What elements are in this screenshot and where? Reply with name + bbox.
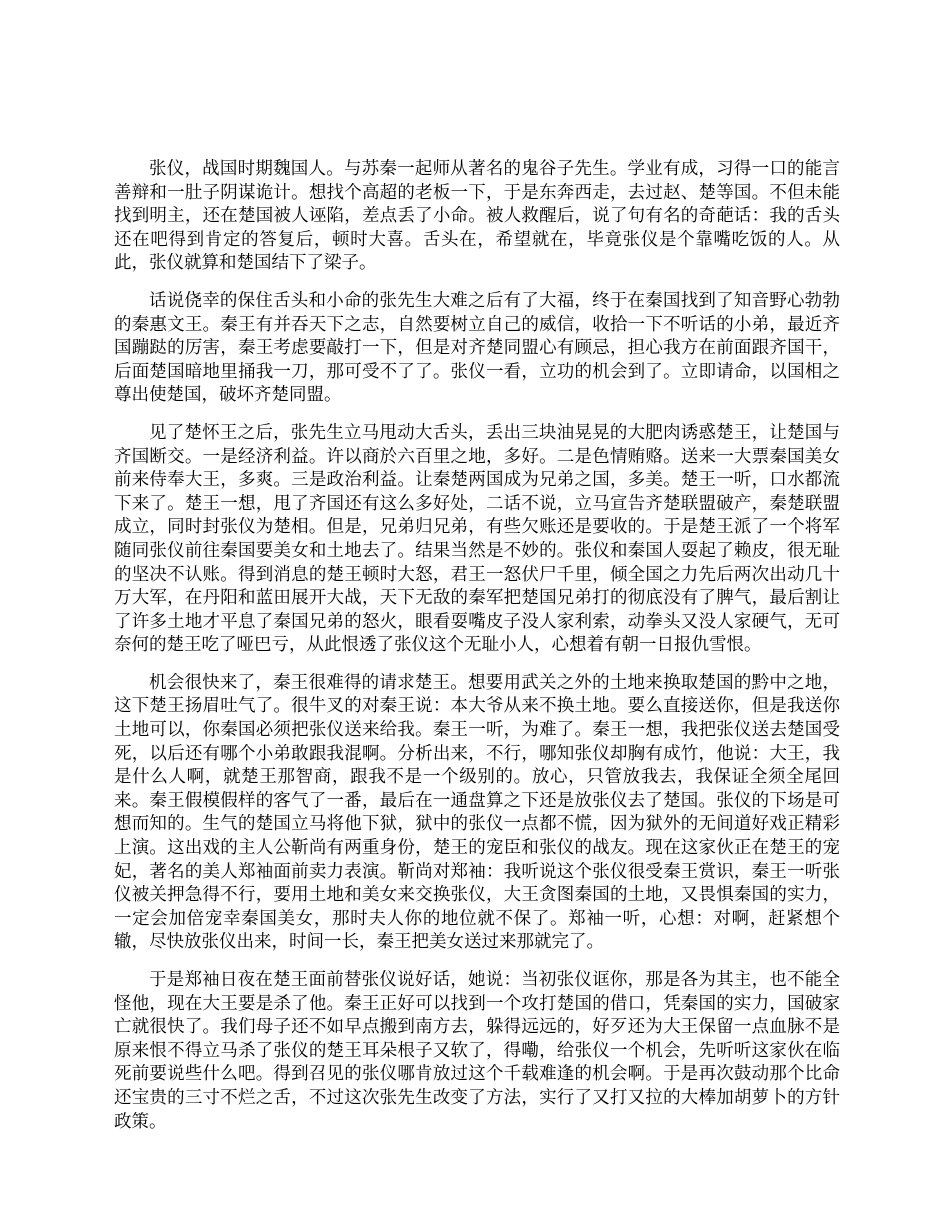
paragraph-3: 见了楚怀王之后，张先生立马甩动大舌头，丢出三块油晃晃的大肥肉诱惑楚王，让楚国与齐国断交。一是经济利益。许以商於六百里之地，多好。二是色情贿赂。送来一大票秦国美女前来侍奉大王，多爽。三是政治利益。让秦楚两国成为兄弟之国，多美。楚王一听，口水都流下来了。楚王一想，甩了齐国还有这么多好处，二话不说，立马宣告齐楚联盟破产，秦楚联盟成立，同时封张仪为楚相。但是，兄弟归兄弟，有些欠账还是要收的。于是楚王派了一个将军随同张仪前往秦国要美女和土地去了。结果当然是不妙的。张仪和秦国人耍起了赖皮，很无耻的坚决不认账。得到消息的楚王顿时大怒，君王一怒伏尸千里，倾全国之力先后两次出动几十万大军，在丹阳和蓝田展开大战，天下无敌的秦军把楚国兄弟打的彻底没有了脾气，最后割让了许多土地才平息了秦国兄弟的怒火，眼看耍嘴皮子没人家利索，动拳头又没人家硬气，无可奈何的楚王吃了哑巴亏，从此恨透了张仪这个无耻小人，心想着有朝一日报仇雪恨。 (114, 422, 840, 656)
paragraph-5: 于是郑袖日夜在楚王面前替张仪说好话，她说：当初张仪诓你，那是各为其主，也不能全怪他，现在大王要是杀了他。秦王正好可以找到一个攻打楚国的借口，凭秦国的实力，国破家亡就很快了。我们母子还不如早点搬到南方去，躲得远远的，好歹还为大王保留一点血脉不是原来恨不得立马杀了张仪的楚王耳朵根子又软了，得嘞，给张仪一个机会，先听听这家伙在临死前要说些什么吧。得到召见的张仪哪肯放过这个千载难逢的机会啊。于是再次鼓动那个比命还宝贵的三寸不烂之舌，不过这次张先生改变了方法，实行了又打又拉的大棒加胡萝卜的方针政策。 (114, 970, 840, 1132)
paragraph-1: 张仪，战国时期魏国人。与苏秦一起师从著名的鬼谷子先生。学业有成，习得一口的能言善辩和一肚子阴谋诡计。想找个高超的老板一下，于是东奔西走，去过赵、楚等国。不但未能找到明主，还在楚国被人诬陷，差点丢了小命。被人救醒后，说了句有名的奇葩话：我的舌头还在吧得到肯定的答复后，顿时大喜。舌头在，希望就在，毕竟张仪是个靠嘴吃饭的人。从此，张仪就算和楚国结下了梁子。 (114, 159, 840, 274)
document-body (114, 158, 840, 1148)
paragraph-2: 话说侥幸的保住舌头和小命的张先生大难之后有了大福，终于在秦国找到了知音野心勃勃的秦惠文王。秦王有并吞天下之志，自然要树立自己的威信，收拾一下不听话的小弟，最近齐国蹦跶的厉害，秦王考虑要敲打一下，但是对齐楚同盟心有顾忌，担心我方在前面跟齐国干，后面楚国暗地里捅我一刀，那可受不了了。张仪一看，立功的机会到了。立即请命，以国相之尊出使楚国，破坏齐楚同盟。 (114, 290, 840, 406)
paragraph-4: 机会很快来了，秦王很难得的请求楚王。想要用武关之外的土地来换取楚国的黔中之地，这下楚王扬眉吐气了。很牛叉的对秦王说：本大爷从来不换土地。要么直接送你，但是我送你土地可以，你秦国必须把张仪送来给我。秦王一听，为难了。秦王一想，我把张仪送去楚国受死，以后还有哪个小弟敢跟我混啊。分析出来，不行，哪知张仪却胸有成竹，他说：大王，我是什么人啊，就楚王那智商，跟我不是一个级别的。放心，只管放我去，我保证全须全尾回来。秦王假模假样的客气了一番，最后在一通盘算之下还是放张仪去了楚国。张仪的下场是可想而知的。生气的楚国立马将他下狱，狱中的张仪一点都不慌，因为狱外的无间道好戏正精彩上演。这出戏的主人公靳尚有两重身份，楚王的宠臣和张仪的战友。现在这家伙正在楚王的宠妃，著名的美人郑袖面前卖力表演。靳尚对郑袖：我听说这个张仪很受秦王赏识，秦王一听张仪被关押急得不行，要用土地和美女来交换张仪，大王贪图秦国的土地，又畏惧秦国的实力，一定会加倍宠幸秦国美女，那时夫人你的地位就不保了。郑袖一听，心想：对啊，赶紧想个辙，尽快放张仪出来，时间一长，秦王把美女送过来那就完了。 (114, 672, 840, 953)
